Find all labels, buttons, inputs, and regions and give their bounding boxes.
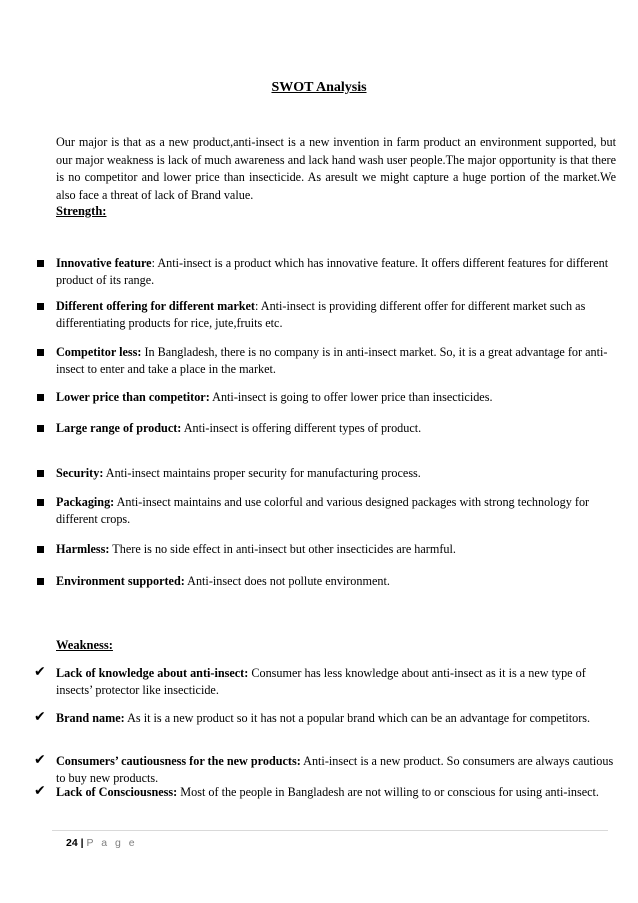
item-label: Packaging:	[56, 495, 115, 509]
item-label: Different offering for different market	[56, 299, 255, 313]
square-bullet-icon	[37, 578, 44, 585]
square-bullet-icon	[37, 546, 44, 553]
square-bullet-icon	[37, 303, 44, 310]
item-label: Security:	[56, 466, 104, 480]
strength-heading: Strength:	[56, 204, 107, 218]
item-label: Lack of Consciousness:	[56, 785, 178, 799]
item-text: Anti-insect maintains proper security for manufacturing process.	[103, 466, 421, 480]
item-label: Harmless:	[56, 542, 110, 556]
checkmark-icon: ✔	[34, 752, 46, 768]
item-text: Consumer has less knowledge about anti-insect as it is a new type of insects’ protector like insecticide.	[56, 666, 586, 697]
checkmark-icon: ✔	[34, 709, 46, 725]
page-number: 24	[66, 837, 78, 849]
item-label: Environment supported:	[56, 574, 185, 588]
square-bullet-icon	[37, 470, 44, 477]
item-text: As it is a new product so it has not a popular brand which can be an advantage for competitors.	[124, 711, 591, 725]
item-text: Anti-insect does not pollute environment.	[184, 574, 390, 588]
item-label: Brand name:	[56, 711, 125, 725]
item-label: Competitor less:	[56, 345, 142, 359]
item-text: Anti-insect maintains and use colorful and various designed packages with strong technology for different crops.	[56, 495, 590, 526]
item-text: In Bangladesh, there is no company is in anti-insect market. So, it is a great advantage for anti-insect to enter and take a place in the market.	[56, 345, 608, 376]
page-title: SWOT Analysis	[271, 80, 367, 95]
intro-paragraph: Our major is that as a new product,anti-insect is a new invention in farm product an environment supported, but our major weakness is lack of much awareness and lack hand wash user people.The major opportunity is that there is no competitor and lower price than insecticide. As aresult we might capture a huge portion of the market.We also face a threat of lack of Brand value.	[56, 135, 616, 202]
item-text: Anti-insect is a product which has innovative feature. It offers different features for different product of its range.	[56, 256, 609, 287]
item-label: Consumers’ cautiousness for the new products:	[56, 754, 301, 768]
checkmark-icon: ✔	[34, 783, 46, 799]
item-text: There is no side effect in anti-insect but other insecticides are harmful.	[109, 542, 456, 556]
item-text: Most of the people in Bangladesh are not willing to or conscious for using anti-insect.	[177, 785, 599, 799]
square-bullet-icon	[37, 499, 44, 506]
item-label: Lower price than competitor:	[56, 390, 210, 404]
square-bullet-icon	[37, 394, 44, 401]
item-text: Anti-insect is providing different offer for different market such as differentiating products for rice, jute,fruits etc.	[56, 299, 586, 330]
item-label: Innovative feature	[56, 256, 152, 270]
weakness-heading: Weakness:	[56, 638, 113, 652]
square-bullet-icon	[37, 260, 44, 267]
footer-separator: |	[80, 837, 84, 849]
footer-divider	[52, 830, 608, 831]
item-text: Anti-insect is going to offer lower price than insecticides.	[209, 390, 493, 404]
item-label: Lack of knowledge about anti-insect:	[56, 666, 249, 680]
page-label: P a g e	[86, 837, 138, 849]
checkmark-icon: ✔	[34, 664, 46, 680]
item-text: Anti-insect is a new product. So consumers are always cautious to buy new products.	[56, 754, 614, 785]
square-bullet-icon	[37, 349, 44, 356]
item-label: Large range of product:	[56, 421, 182, 435]
item-text: Anti-insect is offering different types of product.	[181, 421, 422, 435]
page-footer	[66, 837, 137, 849]
document-page: SWOT Analysis Our major is that as a new product,anti-insect is a new invention in farm product an environment supported, but our major weakness is lack of much awareness and lack hand wash user people.The major opportunity is that there is no competitor and lower price than insecticide. As aresult we might capture a huge portion of the market.We also face a threat of lack of Brand value. Strength: Innovative feature: Anti-insect is a product which has innovative feature. It offers different features for different product of its range. Different offering for different market: Anti-insect is providing different offer for different market such as differentiating products for rice, jute,fruits etc. Competitor less: In Bangladesh, there is no company is in anti-insect market. So, it is a great advantage for anti-insect to enter and take a place in the market. Lower price than competitor: Anti-insect is going to offer lower price than insecticides. Large range of product: Anti-insect is offering different types of product. Security: Anti-insect maintains proper security for manufacturing process. Packaging: Anti-insect maintains and use colorful and various designed packages with strong technology for different crops. Harmless: There is no side effect in anti-insect but other insecticides are harmful. Environment supported: Anti-insect does not pollute environment. Weakness: ✔ Lack of knowledge about anti-insect: Consumer has less knowledge about anti-insect as it is a new type of insects’ protector like insecticide. ✔ Brand name: As it is a new product so it has not a popular brand which can be an advantage for competitors. ✔ Consumers’ cautiousness for the new products: Anti-insect is a new product. So consumers are always cautious to buy new products. ✔ Lack of Consciousness: Most of the people in Bangladesh are not willing to or conscious for using anti-insect. 24 | P a g e	[0, 0, 638, 903]
square-bullet-icon	[37, 425, 44, 432]
